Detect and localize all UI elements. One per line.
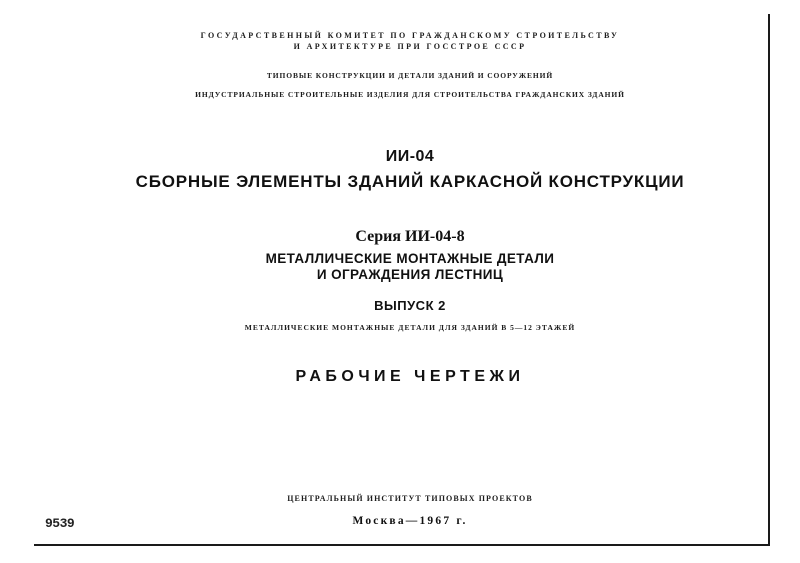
header-category: ТИПОВЫЕ КОНСТРУКЦИИ И ДЕТАЛИ ЗДАНИЙ И СООРУЖЕНИЙ	[266, 71, 554, 80]
inventory-number: 9539	[45, 516, 75, 531]
publisher-institute: ЦЕНТРАЛЬНЫЙ ИНСТИТУТ ТИПОВЫХ ПРОЕКТОВ	[287, 494, 533, 503]
series-label: Серия ИИ-04-8	[355, 228, 465, 245]
frame-border-right	[768, 14, 770, 544]
page-title: СБОРНЫЕ ЭЛЕМЕНТЫ ЗДАНИЙ КАРКАСНОЙ КОНСТРУКЦИИ	[135, 172, 685, 191]
header-subcategory: ИНДУСТРИАЛЬНЫЕ СТРОИТЕЛЬНЫЕ ИЗДЕЛИЯ ДЛЯ СТРОИТЕЛЬСТВА ГРАЖДАНСКИХ ЗДАНИЙ	[195, 90, 625, 99]
document-type: РАБОЧИЕ ЧЕРТЕЖИ	[295, 368, 525, 385]
publication-city-year: Москва—1967 г.	[352, 515, 468, 527]
header-committee-line2: И АРХИТЕКТУРЕ ПРИ ГОССТРОЕ СССР	[293, 42, 527, 51]
series-subtitle-line2: И ОГРАЖДЕНИЯ ЛЕСТНИЦ	[316, 267, 504, 282]
issue-number: ВЫПУСК 2	[374, 298, 446, 313]
title-code: ИИ-04	[385, 148, 435, 165]
series-subtitle-line1: МЕТАЛЛИЧЕСКИЕ МОНТАЖНЫЕ ДЕТАЛИ	[265, 251, 555, 266]
header-committee: ГОСУДАРСТВЕННЫЙ КОМИТЕТ ПО ГРАЖДАНСКОМУ СТРОИТЕЛЬСТВУ	[200, 31, 620, 40]
frame-border-bottom	[34, 544, 770, 546]
issue-description: МЕТАЛЛИЧЕСКИЕ МОНТАЖНЫЕ ДЕТАЛИ ДЛЯ ЗДАНИЙ В 5—12 ЭТАЖЕЙ	[244, 323, 576, 332]
